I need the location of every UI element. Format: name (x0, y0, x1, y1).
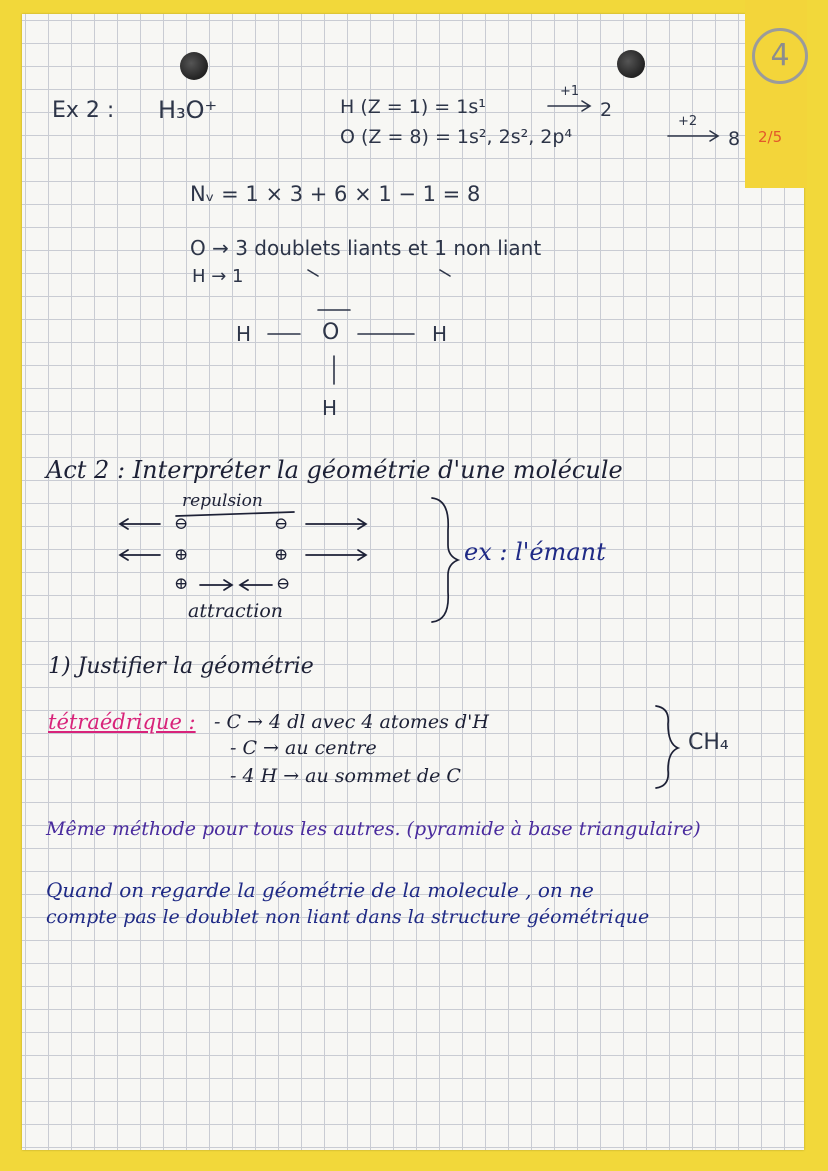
plus-charge-right: ⊕ (274, 545, 289, 565)
h-result: 2 (600, 99, 613, 121)
h-reaction-arrow (548, 101, 590, 111)
minus-charge-left: ⊖ (174, 514, 189, 534)
h-arrow-label: +1 (560, 84, 580, 99)
lewis-o-center: O (322, 320, 340, 345)
attraction-label: attraction (188, 600, 284, 622)
o-config: O (Z = 8) = 1s², 2s², 2p⁴ (340, 126, 573, 148)
tetra-line-2: - C → au centre (230, 737, 377, 759)
plus-charge-attract: ⊕ (174, 574, 189, 594)
minus-charge-right: ⊖ (274, 514, 289, 534)
tetra-line-1: - C → 4 dl avec 4 atomes d'H (214, 711, 489, 733)
h-doublets-line: H → 1 (192, 266, 244, 287)
plus-charge-left: ⊕ (174, 545, 189, 565)
note-line-2: compte pas le doublet non liant dans la structure géométrique (46, 906, 650, 928)
lewis-h-right: H (432, 322, 448, 346)
nv-line: Nᵥ = 1 × 3 + 6 × 1 − 1 = 8 (190, 182, 481, 206)
minus-charge-attract: ⊖ (276, 574, 291, 594)
page-badge: 4 (752, 28, 808, 84)
o-arrow-label: +2 (678, 114, 698, 129)
justify-title: 1) Justifier la géométrie (48, 654, 314, 679)
o-reaction-arrow (668, 131, 718, 141)
note-line-1: Quand on regarde la géométrie de la molecule , on ne (46, 878, 594, 902)
molecule-ch4: CH₄ (688, 730, 729, 755)
page-counter: 2/5 (758, 128, 783, 146)
repulsion-label: repulsion (182, 491, 263, 511)
exercise-label: Ex 2 : (52, 98, 115, 123)
lewis-h-left: H (236, 322, 252, 346)
tetrahedral-label: tétraédrique : (48, 710, 196, 734)
example-text: ex : l'émant (464, 538, 606, 566)
tetra-line-3: - 4 H → au sommet de C (230, 765, 461, 787)
lewis-h-bottom: H (322, 396, 338, 420)
exercise-formula: H₃O⁺ (158, 96, 218, 124)
same-method-line: Même méthode pour tous les autres. (pyramide à base triangulaire) (46, 818, 701, 840)
h-config: H (Z = 1) = 1s¹ (340, 96, 486, 118)
o-doublets-line: O → 3 doublets liants et 1 non liant (190, 236, 542, 260)
o-result: 8 (728, 128, 741, 150)
activity-title: Act 2 : Interpréter la géométrie d'une molécule (46, 456, 623, 484)
